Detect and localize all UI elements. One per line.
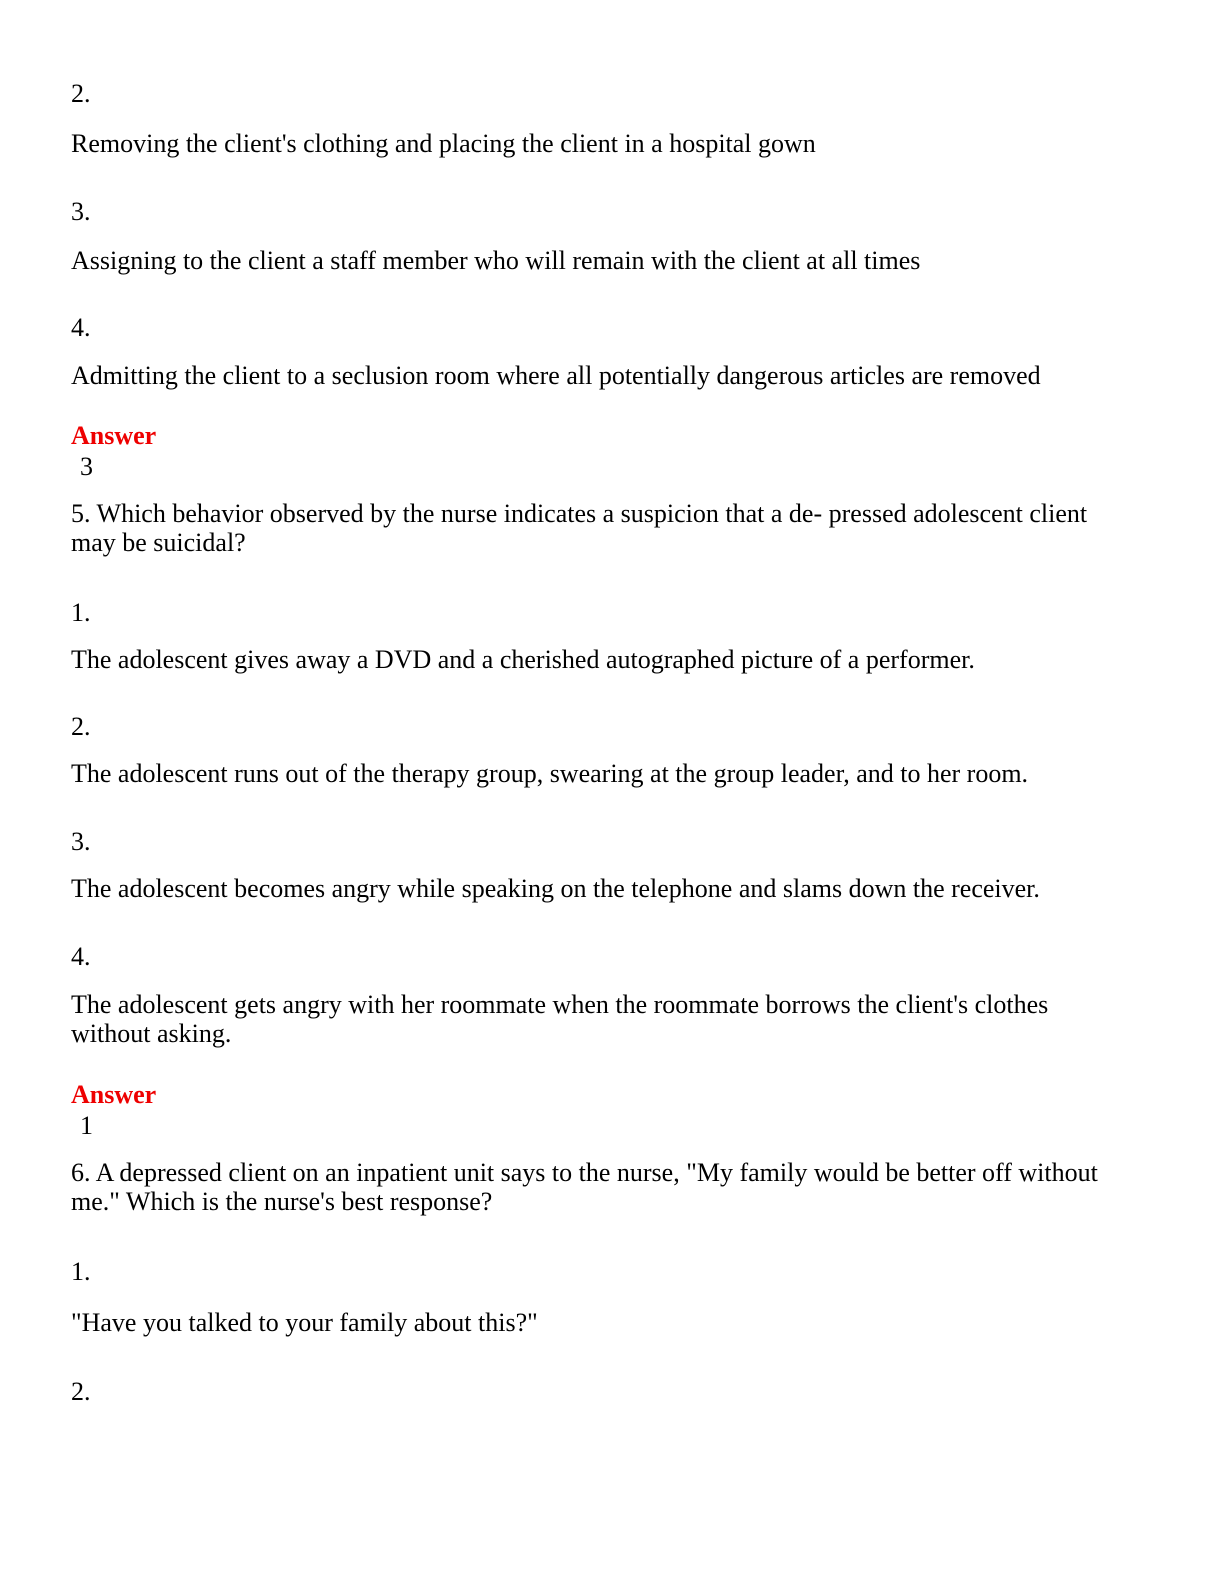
option-text: The adolescent gets angry with her roommate when the roommate borrows the client's clothes without asking. — [71, 990, 1049, 1048]
question-stem: 5. Which behavior observed by the nurse indicates a suspicion that a de- pressed adolescent client may be suicidal? — [71, 499, 1088, 557]
option-text: "Have you talked to your family about this?" — [71, 1308, 538, 1337]
question-stem: 6. A depressed client on an inpatient unit says to the nurse, "My family would be better off without me." Which is the nurse's best response? — [71, 1158, 1098, 1216]
option-number: 1. — [71, 598, 91, 627]
option-number: 3. — [71, 827, 91, 856]
option-number: 3. — [71, 197, 91, 226]
option-text: Removing the client's clothing and placing the client in a hospital gown — [71, 129, 816, 158]
option-number: 4. — [71, 942, 91, 971]
option-text: The adolescent becomes angry while speaking on the telephone and slams down the receiver. — [71, 874, 1040, 903]
option-text: Assigning to the client a staff member who will remain with the client at all times — [71, 246, 921, 275]
option-number: 1. — [71, 1257, 91, 1286]
option-number: 4. — [71, 313, 91, 342]
option-text: The adolescent runs out of the therapy group, swearing at the group leader, and to her room. — [71, 759, 1029, 788]
option-number: 2. — [71, 1377, 91, 1406]
answer-label: Answer — [71, 421, 157, 450]
answer-value: 3 — [80, 452, 93, 481]
option-number: 2. — [71, 79, 91, 108]
option-text: Admitting the client to a seclusion room where all potentially dangerous articles are removed — [71, 361, 1041, 390]
option-text: The adolescent gives away a DVD and a cherished autographed picture of a performer. — [71, 645, 975, 674]
answer-label: Answer — [71, 1080, 157, 1109]
option-number: 2. — [71, 712, 91, 741]
answer-value: 1 — [80, 1111, 93, 1140]
